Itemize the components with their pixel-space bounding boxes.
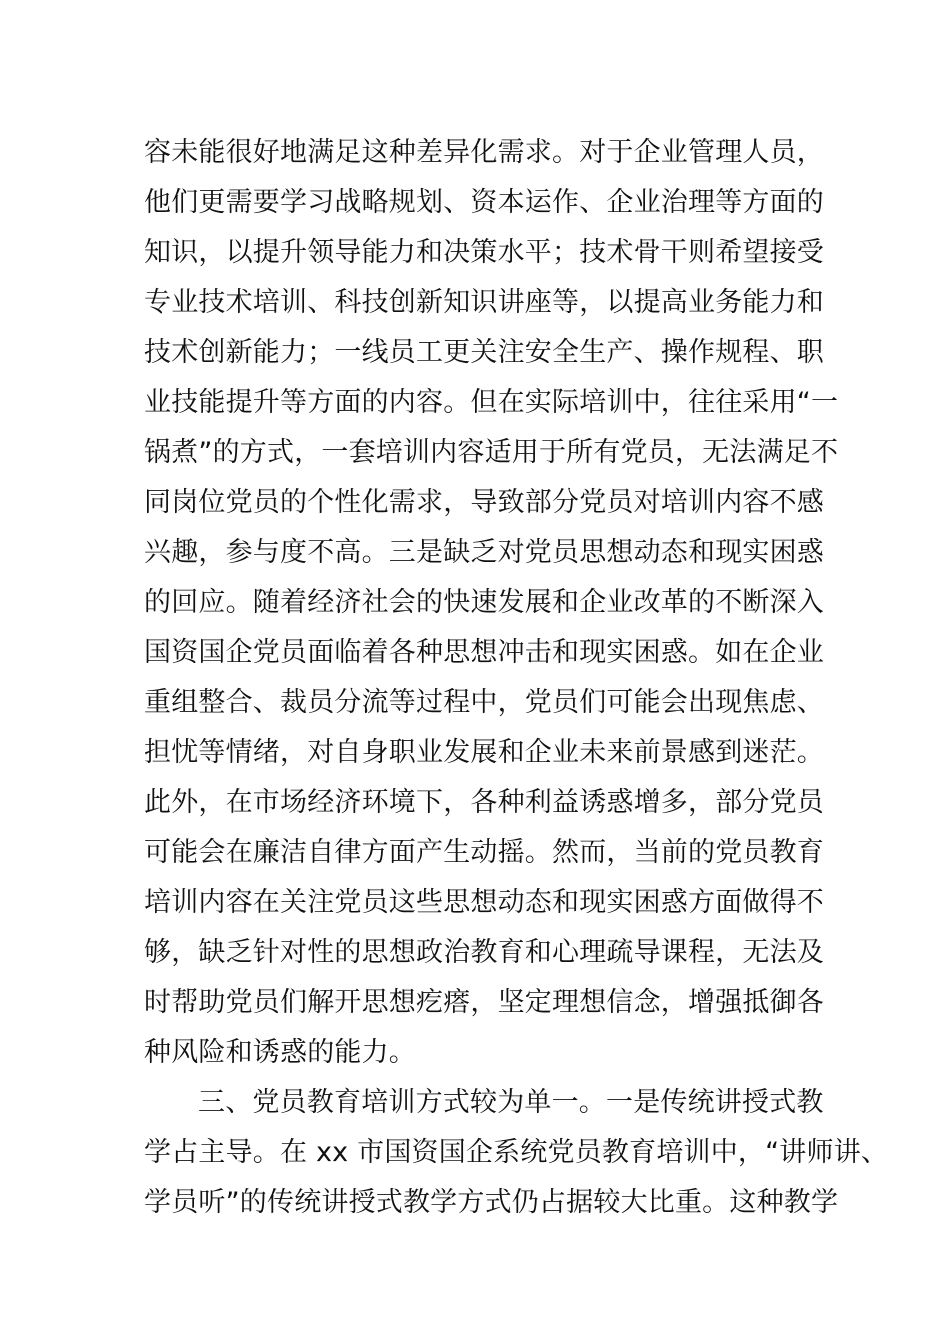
text-line: 重组整合、裁员分流等过程中，党员们可能会出现焦虑、 bbox=[144, 687, 824, 718]
text-line: 他们更需要学习战略规划、资本运作、企业治理等方面的 bbox=[144, 187, 824, 218]
text-line: 的回应。随着经济社会的快速发展和企业改革的不断深入 bbox=[144, 587, 824, 618]
text-line: 国资国企党员面临着各种思想冲击和现实困惑。如在企业 bbox=[144, 637, 824, 668]
text-line: 同岗位党员的个性化需求，导致部分党员对培训内容不感 bbox=[144, 487, 824, 518]
text-line: 种风险和诱惑的能力。 bbox=[144, 1037, 416, 1068]
text-line: 技术创新能力；一线员工更关注安全生产、操作规程、职 bbox=[144, 337, 824, 368]
text-line: 业技能提升等方面的内容。但在实际培训中，往往采用“一 bbox=[144, 387, 839, 418]
text-line: 学员听”的传统讲授式教学方式仍占据较大比重。这种教学 bbox=[144, 1187, 839, 1218]
text-line: 时帮助党员们解开思想疙瘩，坚定理想信念，增强抵御各 bbox=[144, 987, 824, 1018]
body-text bbox=[144, 128, 889, 1228]
text-line: 培训内容在关注党员这些思想动态和现实困惑方面做得不 bbox=[144, 887, 824, 918]
text-line: 学占主导。在 xx 市国资国企系统党员教育培训中，“讲师讲、 bbox=[144, 1137, 889, 1168]
text-line: 此外，在市场经济环境下，各种利益诱惑增多，部分党员 bbox=[144, 787, 824, 818]
text-line: 锅煮”的方式，一套培训内容适用于所有党员，无法满足不 bbox=[144, 437, 839, 468]
text-line: 知识，以提升领导能力和决策水平；技术骨干则希望接受 bbox=[144, 237, 824, 268]
text-line: 兴趣，参与度不高。三是缺乏对党员思想动态和现实困惑 bbox=[144, 537, 824, 568]
text-line: 容未能很好地满足这种差异化需求。对于企业管理人员， bbox=[144, 137, 824, 168]
section-heading-line: 三、党员教育培训方式较为单一。一是传统讲授式教 bbox=[198, 1087, 824, 1118]
text-line: 担忧等情绪，对自身职业发展和企业未来前景感到迷茫。 bbox=[144, 737, 824, 768]
text-line: 可能会在廉洁自律方面产生动摇。然而，当前的党员教育 bbox=[144, 837, 824, 868]
text-line: 专业技术培训、科技创新知识讲座等，以提高业务能力和 bbox=[144, 287, 824, 318]
text-line: 够，缺乏针对性的思想政治教育和心理疏导课程，无法及 bbox=[144, 937, 824, 968]
